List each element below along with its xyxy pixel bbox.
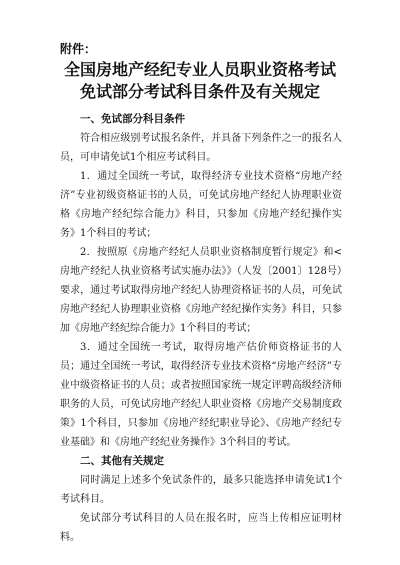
attachment-label: 附件： [60, 42, 97, 56]
paragraph-item-3: 3．通过全国统一考试，取得房地产估价师资格证书的人员；通过全国统一考试，取得经济专业技术资格“房地产经济”专业中级资格证书的人员；或者按照国家统一规定评聘高级经济师职务的人员，可免试房地产经纪人职业资格《房地产交易制度政策》1个科目，只参加《房地产经纪职业导论》、《房地产经纪专业基础》和《房地产经纪业务操作》3个科目的考试。 [60, 342, 342, 448]
paragraph-intro: 符合相应级别考试报名条件，并具备下列条件之一的报名人员，可申请免试1个相应考试科目。 [60, 133, 342, 163]
document-title-line-1: 全国房地产经纪专业人员职业资格考试 [63, 60, 336, 79]
document-body [60, 110, 342, 547]
paragraph-rule-2: 免试部分考试科目的人员在报名时，应当上传相应证明材料。 [60, 513, 342, 543]
paragraph-item-1: 1．通过全国统一考试，取得经济专业技术资格“房地产经济”专业初级资格证书的人员，可免试房地产经纪人协理职业资格《房地产经纪综合能力》科目，只参加《房地产经纪操作实务》1个科目的考试； [60, 171, 342, 239]
paragraph-rule-1: 同时满足上述多个免试条件的，最多只能选择申请免试1个考试科目。 [60, 475, 342, 505]
section-heading-other-rules: 二、其他有关规定 [80, 455, 164, 467]
paragraph-item-2: 2．按照原《房地产经纪人员职业资格制度暂行规定》和<房地产经纪人执业资格考试实施办法》》（人发〔2001〕128号）要求，通过考试取得房地产经纪人协理资格证书的人员，可免试房地产经纪人协理职业资格《房地产经纪操作实务》科目，只参加《房地产经纪综合能力》1个科目的考试； [60, 247, 342, 334]
section-heading-exemption-conditions: 一、免试部分科目条件 [80, 113, 185, 125]
document-title-line-2: 免试部分考试科目条件及有关规定 [79, 82, 320, 101]
